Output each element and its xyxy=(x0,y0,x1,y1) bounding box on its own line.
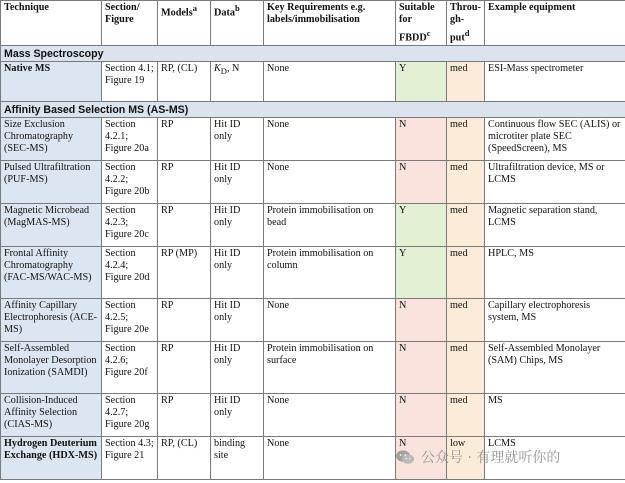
section-cell: Section 4.2.7; Figure 20g xyxy=(102,393,158,436)
table-row xyxy=(1,246,625,298)
data-cell: Hit ID only xyxy=(211,246,264,298)
fbdd-cell: N xyxy=(396,117,447,160)
technique-cell: Collision-Induced Affinity Selection (CIAS-MS) xyxy=(1,393,102,436)
fbdd-cell: N xyxy=(396,160,447,203)
technique-cell: Pulsed Ultrafiltration (PUF-MS) xyxy=(1,160,102,203)
table-row xyxy=(1,160,625,203)
throughput-cell: med xyxy=(447,61,485,101)
models-cell: RP (MP) xyxy=(158,246,211,298)
header-section: Section/ Figure xyxy=(102,1,158,46)
equipment-cell: Ultrafiltration device, MS or LCMS xyxy=(485,160,625,203)
equipment-cell: Self-Assembled Monolayer (SAM) Chips, MS xyxy=(485,341,625,393)
data-cell: Hit ID only xyxy=(211,160,264,203)
throughput-cell: med xyxy=(447,393,485,436)
technique-cell: Native MS xyxy=(1,61,102,101)
throughput-cell: med xyxy=(447,203,485,246)
equipment-cell: LCMS xyxy=(485,436,625,479)
technique-cell: Self-Assembled Monolayer Desorption Ionization (SAMDI) xyxy=(1,341,102,393)
fbdd-cell: N xyxy=(396,298,447,341)
requirements-cell: None xyxy=(264,117,396,160)
section-cell: Section 4.1; Figure 19 xyxy=(102,61,158,101)
throughput-cell: med xyxy=(447,341,485,393)
requirements-cell: None xyxy=(264,298,396,341)
equipment-cell: Capillary electrophoresis system, MS xyxy=(485,298,625,341)
section-cell: Section 4.2.6; Figure 20f xyxy=(102,341,158,393)
requirements-cell: Protein immobilisation on column xyxy=(264,246,396,298)
header-equipment: Example equipment xyxy=(485,1,625,46)
section-title: Mass Spectroscopy xyxy=(1,45,625,61)
throughput-cell: med xyxy=(447,246,485,298)
requirements-cell: Protein immobilisation on surface xyxy=(264,341,396,393)
header-technique: Technique xyxy=(1,1,102,46)
equipment-cell: HPLC, MS xyxy=(485,246,625,298)
models-cell: RP xyxy=(158,160,211,203)
fbdd-cell: N xyxy=(396,436,447,479)
throughput-cell: med xyxy=(447,117,485,160)
throughput-cell: low xyxy=(447,436,485,479)
technique-cell: Magnetic Microbead (MagMAS-MS) xyxy=(1,203,102,246)
equipment-cell: MS xyxy=(485,393,625,436)
header-fbdd: Suitable for FBDD$^c$ xyxy=(396,1,447,46)
wechat-icon xyxy=(395,449,415,465)
models-cell: RP, (CL) xyxy=(158,61,211,101)
section-header-row xyxy=(1,101,625,117)
throughput-cell: med xyxy=(447,160,485,203)
table-row xyxy=(1,341,625,393)
requirements-cell: None xyxy=(264,160,396,203)
header-data: Data$^b$ xyxy=(211,1,264,46)
table-row xyxy=(1,298,625,341)
table-row xyxy=(1,393,625,436)
section-cell: Section 4.2.3; Figure 20c xyxy=(102,203,158,246)
requirements-cell: Protein immobilisation on bead xyxy=(264,203,396,246)
technique-cell: Size Exclusion Chromatography (SEC-MS) xyxy=(1,117,102,160)
data-cell: $K_D$, N xyxy=(211,61,264,101)
table-row xyxy=(1,203,625,246)
models-cell: RP xyxy=(158,393,211,436)
data-cell: Hit ID only xyxy=(211,203,264,246)
models-cell: RP xyxy=(158,341,211,393)
header-requirements: Key Requirements e.g. labels/immobilisation xyxy=(264,1,396,46)
section-header-row xyxy=(1,45,625,61)
models-cell: RP xyxy=(158,298,211,341)
requirements-cell: None xyxy=(264,393,396,436)
data-cell: binding site xyxy=(211,436,264,479)
header-throughput: Throu- gh- put$^d$ xyxy=(447,1,485,46)
section-cell: Section 4.2.4; Figure 20d xyxy=(102,246,158,298)
fbdd-cell: N xyxy=(396,341,447,393)
equipment-cell: ESI-Mass spectrometer xyxy=(485,61,625,101)
data-cell: Hit ID only xyxy=(211,298,264,341)
models-cell: RP xyxy=(158,117,211,160)
watermark-text: 公众号 · 有理就听你的 xyxy=(421,450,561,466)
technique-cell: Hydrogen Deuterium Exchange (HDX-MS) xyxy=(1,436,102,479)
requirements-cell: None xyxy=(264,436,396,479)
section-cell: Section 4.2.1; Figure 20a xyxy=(102,117,158,160)
header-models: Models$^a$ xyxy=(158,1,211,46)
models-cell: RP xyxy=(158,203,211,246)
table-row xyxy=(1,61,625,101)
fbdd-cell: Y xyxy=(396,246,447,298)
table-row xyxy=(1,117,625,160)
fbdd-cell: Y xyxy=(396,61,447,101)
technique-cell: Frontal Affinity Chromatography (FAC-MS/WAC-MS) xyxy=(1,246,102,298)
data-cell: Hit ID only xyxy=(211,117,264,160)
section-title: Affinity Based Selection MS (AS-MS) xyxy=(1,101,625,117)
equipment-cell: Continuous flow SEC (ALIS) or microtiter plate SEC (SpeedScreen), MS xyxy=(485,117,625,160)
section-cell: Section 4.2.2; Figure 20b xyxy=(102,160,158,203)
data-cell: Hit ID only xyxy=(211,393,264,436)
header-row xyxy=(1,1,625,46)
equipment-cell: Magnetic separation stand, LCMS xyxy=(485,203,625,246)
throughput-cell: med xyxy=(447,298,485,341)
fbdd-cell: N xyxy=(396,393,447,436)
section-cell: Section 4.2.5; Figure 20e xyxy=(102,298,158,341)
technique-cell: Affinity Capillary Electrophoresis (ACE-MS) xyxy=(1,298,102,341)
data-cell: Hit ID only xyxy=(211,341,264,393)
fbdd-cell: Y xyxy=(396,203,447,246)
watermark xyxy=(395,447,560,467)
models-cell: RP, (CL) xyxy=(158,436,211,479)
requirements-cell: None xyxy=(264,61,396,101)
section-cell: Section 4.3; Figure 21 xyxy=(102,436,158,479)
